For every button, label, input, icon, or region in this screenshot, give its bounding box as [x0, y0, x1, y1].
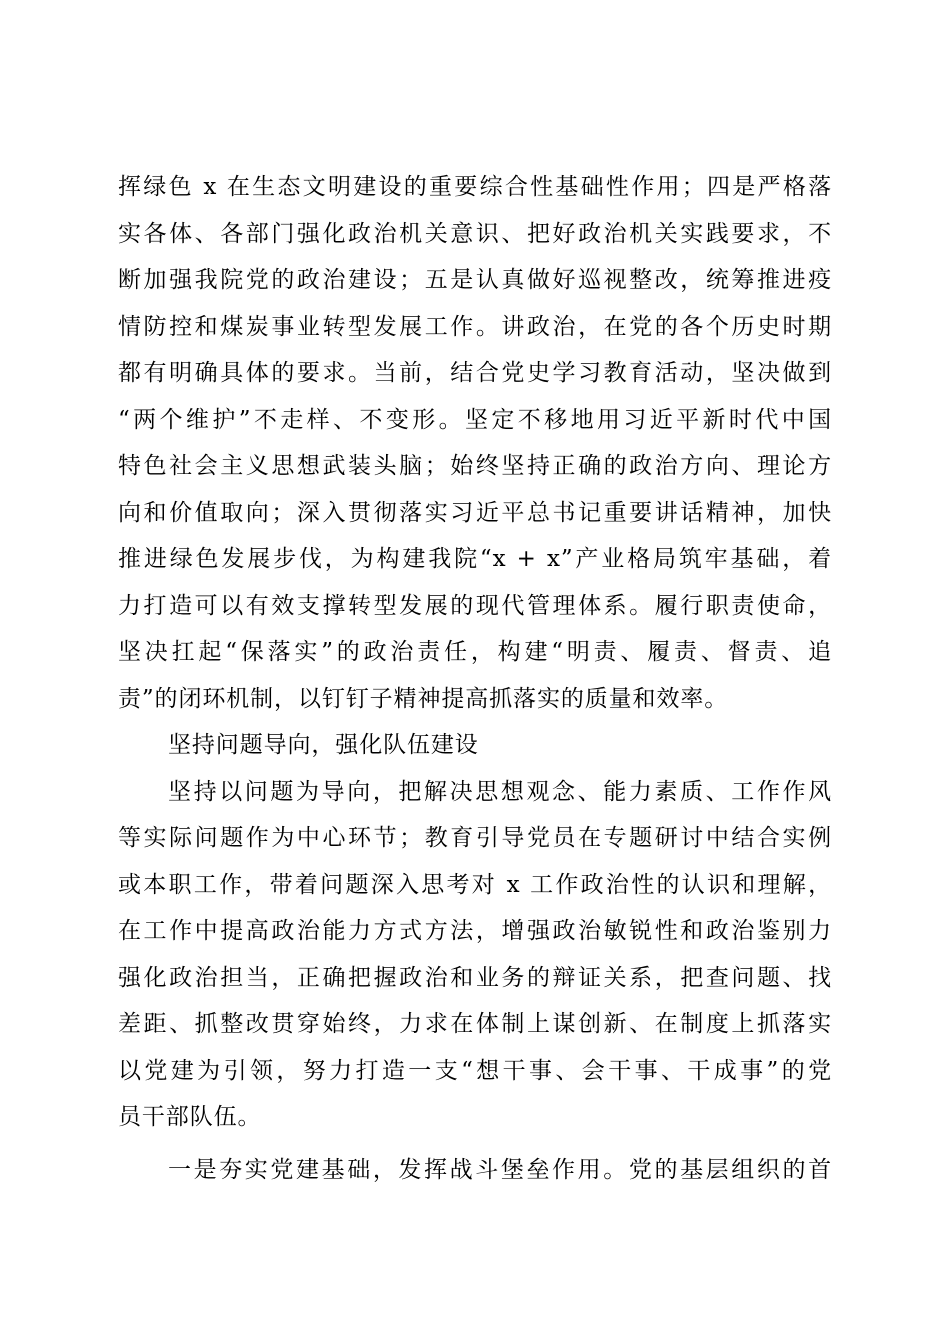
section-heading: 坚持问题导向，强化队伍建设	[168, 732, 479, 758]
text-line: 断加强我院党的政治建设；五是认真做好巡视整改，统筹推进疫	[118, 267, 832, 293]
document-body	[118, 164, 832, 1193]
text-line: 推进绿色发展步伐，为构建我院“x + x”产业格局筑牢基础，着	[118, 546, 832, 572]
text-line: 或本职工作，带着问题深入思考对 x 工作政治性的认识和理解，	[118, 871, 832, 898]
text-line: 等实际问题作为中心环节；教育引导党员在专题研讨中结合实例	[118, 825, 832, 851]
text-line: 力打造可以有效支撑转型发展的现代管理体系。履行职责使命，	[118, 592, 832, 619]
text-line: 情防控和煤炭事业转型发展工作。讲政治，在党的各个历史时期	[118, 313, 832, 340]
text-line: 坚决扛起“保落实”的政治责任，构建“明责、履责、督责、追	[118, 639, 832, 665]
paragraph-party-foundation	[118, 1147, 832, 1194]
text-line: 向和价值取向；深入贯彻落实习近平总书记重要讲话精神，加快	[118, 499, 832, 526]
text-line: 挥绿色 x 在生态文明建设的重要综合性基础性作用；四是严格落	[118, 174, 832, 200]
text-line: 一是夯实党建基础，发挥战斗堡垒作用。党的基层组织的首	[168, 1156, 832, 1183]
text-line: 强化政治担当，正确把握政治和业务的辩证关系，把查问题、找	[118, 964, 832, 991]
text-line: 员干部队伍。	[118, 1104, 262, 1130]
paragraph-problem-orientation	[118, 769, 832, 1141]
text-line: 以党建为引领，努力打造一支“想干事、会干事、干成事”的党	[118, 1057, 832, 1084]
text-line: 坚持以问题为导向，把解决思想观念、能力素质、工作作风	[168, 778, 832, 805]
text-line: 在工作中提高政治能力方式方法，增强政治敏锐性和政治鉴别力	[118, 918, 832, 944]
text-line: 差距、抓整改贯穿始终，力求在体制上谋创新、在制度上抓落实	[118, 1011, 832, 1037]
text-line: 责”的闭环机制，以钉钉子精神提高抓落实的质量和效率。	[118, 685, 729, 712]
text-line: 特色社会主义思想武装头脑；始终坚持正确的政治方向、理论方	[118, 453, 832, 479]
text-line: 都有明确具体的要求。当前，结合党史学习教育活动，坚决做到	[118, 360, 832, 386]
text-line: 实各体、各部门强化政治机关意识、把好政治机关实践要求，不	[118, 220, 832, 247]
text-line: “两个维护”不走样、不变形。坚定不移地用习近平新时代中国	[118, 406, 832, 433]
paragraph-party-political-building	[118, 164, 832, 722]
